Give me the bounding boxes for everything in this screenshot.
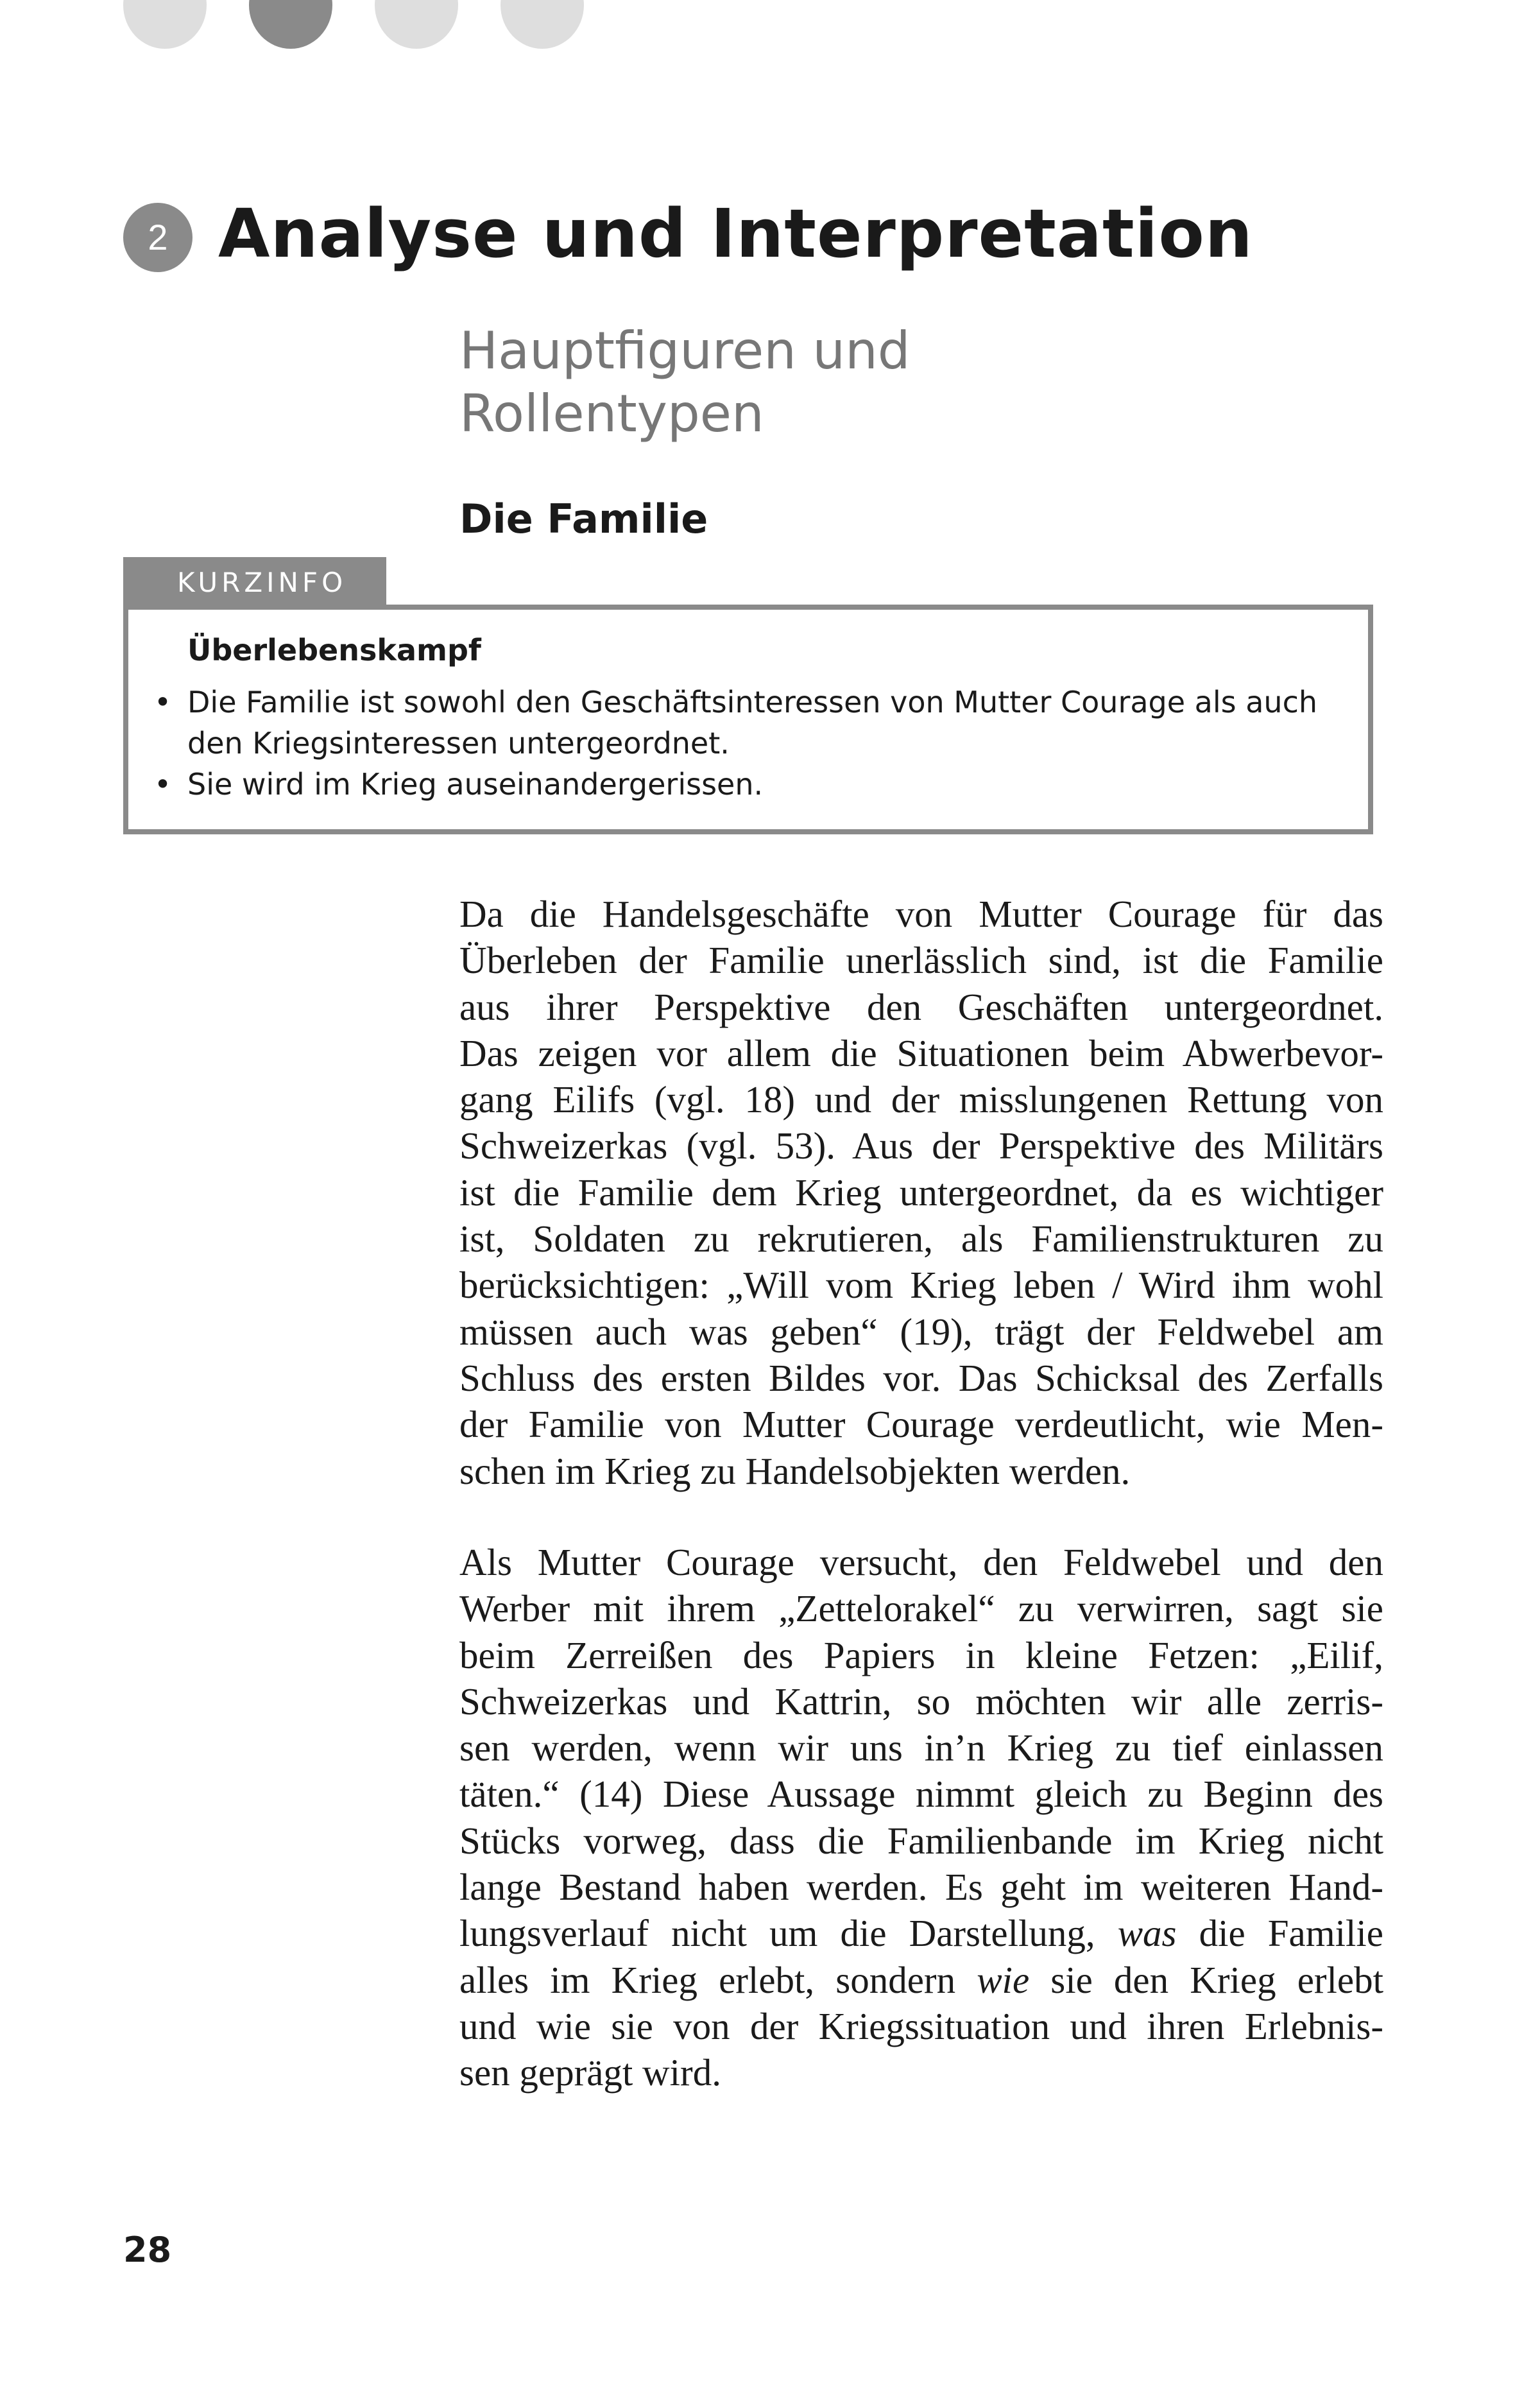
kurzinfo-item [154, 682, 1322, 764]
decorative-dot-2-active [249, 0, 332, 49]
decorative-dot-3 [375, 0, 458, 49]
text-line: müssen auch was geben“ (19), trägt der Feldwebel am [459, 1310, 1383, 1353]
kurzinfo-heading: Überlebenskampf [187, 633, 481, 667]
decorative-dot-1 [123, 0, 207, 49]
text-line: Da die Handelsgeschäfte von Mutter Courage für das [459, 893, 1383, 935]
text-line: berücksichtigen: „Will vom Krieg leben / Wird ihm wohl [459, 1264, 1383, 1307]
kurzinfo-box [123, 605, 1373, 834]
text-line: Überleben der Familie unerlässlich sind, ist die Familie [459, 939, 1383, 982]
kurzinfo-item-text-line: Sie wird im Krieg auseinandergerissen. [187, 767, 764, 802]
chapter-title: Analyse und Interpretation [218, 194, 1253, 273]
text-line: lange Bestand haben werden. Es geht im weiteren Hand- [459, 1866, 1383, 1909]
text-line [459, 1957, 1383, 2003]
text-line: schen im Krieg zu Handelsobjekten werden. [459, 1449, 1131, 1492]
text-line: ist die Familie dem Krieg untergeordnet, da es wichtiger [459, 1171, 1383, 1214]
text-line: Schluss des ersten Bildes vor. Das Schicksal des Zerfalls [459, 1356, 1383, 1399]
kurzinfo-item-text-line: Die Familie ist sowohl den Geschäftsinteressen von Mutter Courage als auch [187, 685, 1318, 719]
section-title-line-1: Hauptfiguren und [459, 321, 911, 381]
kurzinfo-item-text-line: den Kriegsinteressen untergeordnet. [187, 726, 730, 761]
bullet-icon: • [154, 767, 172, 802]
text-line: Als Mutter Courage versucht, den Feldwebel und den [459, 1541, 1383, 1583]
kurzinfo-list [154, 682, 1322, 805]
section-title-line-2: Rollentypen [459, 384, 764, 443]
text-line: der Familie von Mutter Courage verdeutlicht, wie Men- [459, 1403, 1383, 1446]
body-paragraph-1 [459, 891, 1383, 1494]
emphasis-was: was [1117, 1912, 1177, 1955]
text-line: Das zeigen vor allem die Situationen beim Abwerbevor- [459, 1031, 1383, 1074]
kurzinfo-item [154, 764, 1322, 805]
emphasis-wie: wie [977, 1958, 1030, 2001]
text-line [459, 1910, 1383, 1956]
text-line: sen werden, wenn wir uns in’n Krieg zu tief einlassen [459, 1726, 1383, 1769]
subsection-title: Die Familie [459, 495, 708, 542]
text-segment: sie den Krieg erlebt [1029, 1958, 1383, 2001]
text-line: sen geprägt wird. [459, 2051, 721, 2094]
text-line: Schweizerkas und Kattrin, so möchten wir alle zerris- [459, 1680, 1383, 1723]
text-line: Werber mit ihrem „Zettelorakel“ zu verwirren, sagt sie [459, 1587, 1383, 1630]
page-number: 28 [123, 2230, 172, 2270]
text-line: Stücks vorweg, dass die Familienbande im Krieg nicht [459, 1819, 1383, 1862]
bullet-icon: • [154, 685, 172, 719]
section-title [459, 320, 911, 445]
chapter-number-badge: 2 [123, 203, 193, 272]
text-segment: lungsverlauf nicht um die Darstellung, [459, 1912, 1118, 1955]
decorative-dot-4 [501, 0, 584, 49]
text-line: ist, Soldaten zu rekrutieren, als Familienstrukturen zu [459, 1218, 1383, 1261]
kurzinfo-tab-label: KURZINFO [123, 557, 386, 608]
text-line: und wie sie von der Kriegssituation und ihren Erlebnis- [459, 2004, 1383, 2047]
text-segment: alles im Krieg erlebt, sondern [459, 1958, 977, 2001]
text-segment: die Familie [1176, 1912, 1383, 1955]
text-line: aus ihrer Perspektive den Geschäften untergeordnet. [459, 985, 1383, 1028]
body-paragraph-2 [459, 1539, 1383, 2096]
text-line: beim Zerreißen des Papiers in kleine Fetzen: „Eilif, [459, 1633, 1383, 1676]
text-line: gang Eilifs (vgl. 18) und der misslungenen Rettung von [459, 1078, 1383, 1121]
text-line: täten.“ (14) Diese Aussage nimmt gleich zu Beginn des [459, 1773, 1383, 1816]
text-line: Schweizerkas (vgl. 53). Aus der Perspektive des Militärs [459, 1124, 1383, 1167]
